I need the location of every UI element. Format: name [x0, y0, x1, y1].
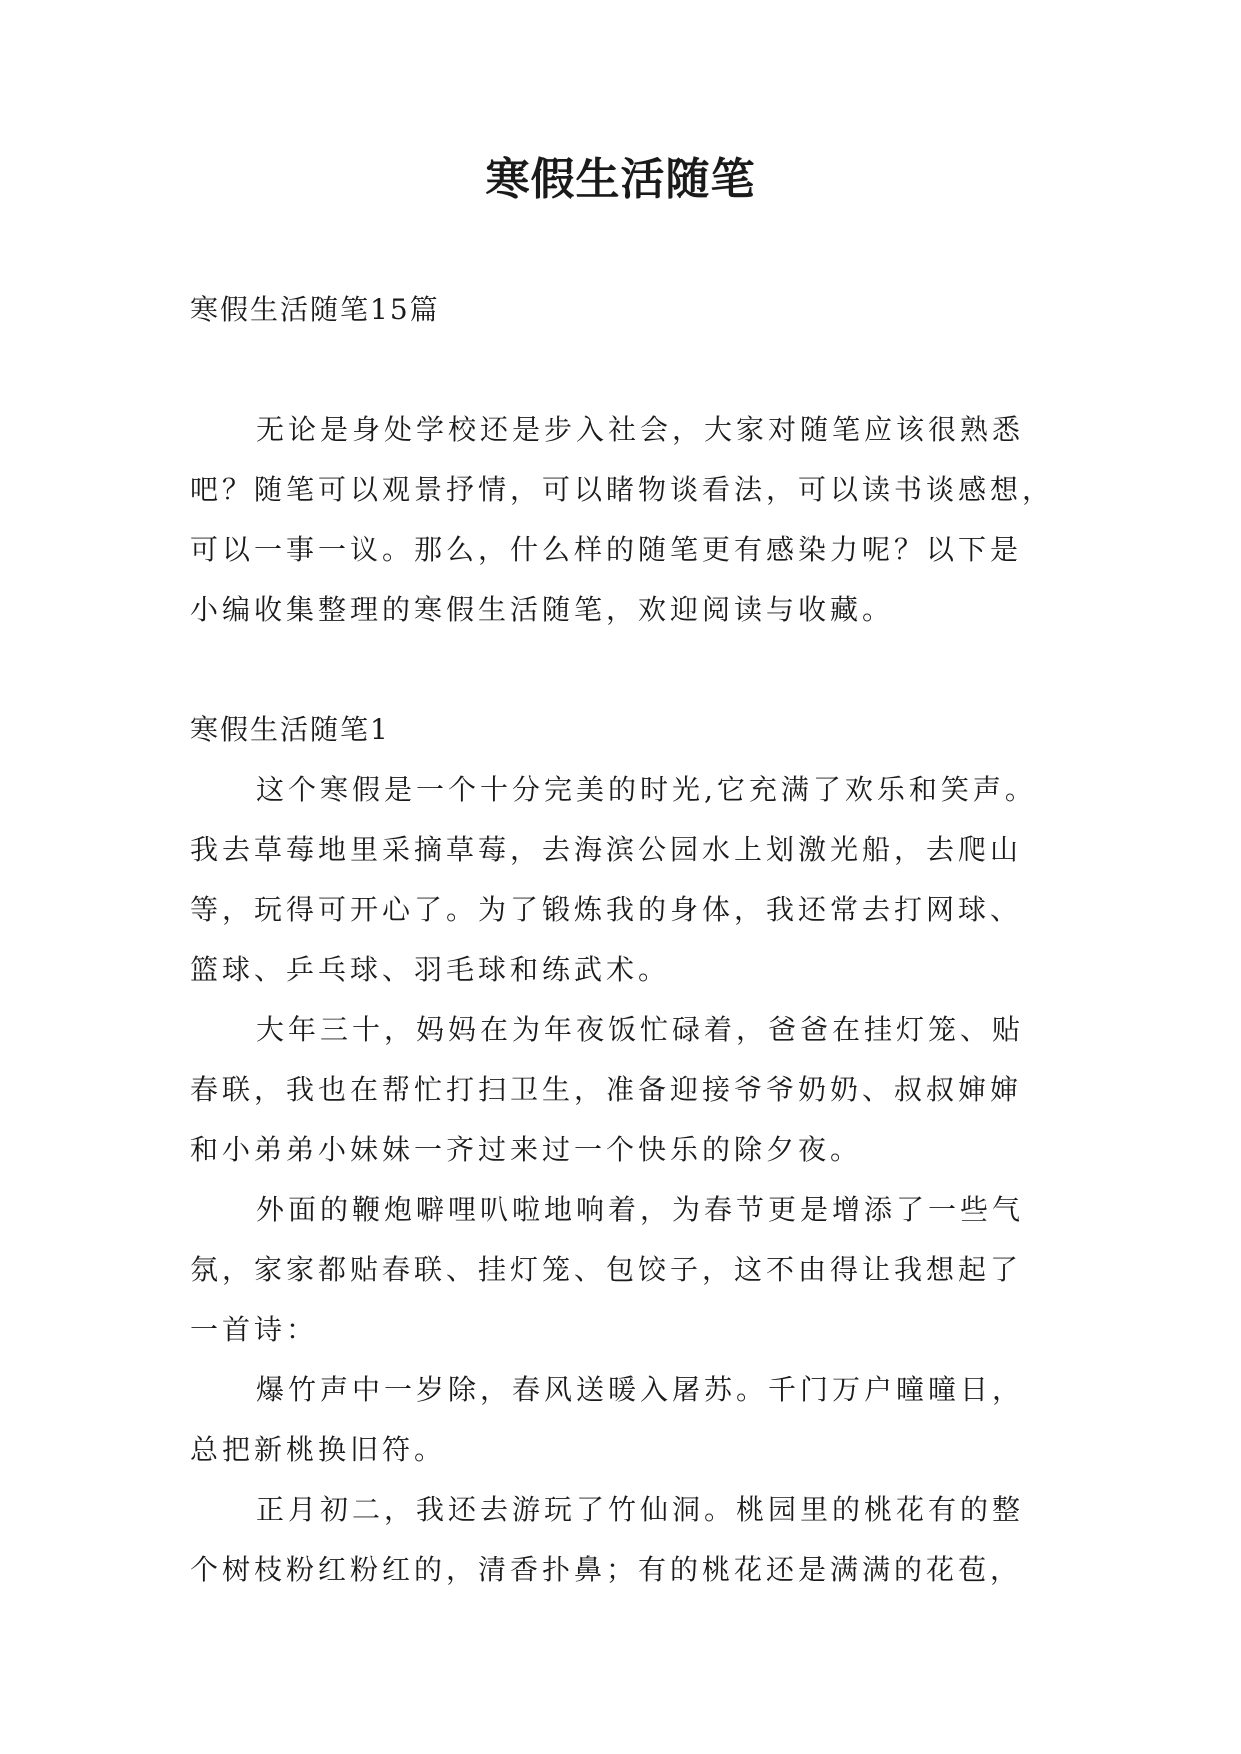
- section-1: [190, 700, 1070, 1600]
- paragraph-line: 这个寒假是一个十分完美的时光,它充满了欢乐和笑声。: [256, 773, 1037, 806]
- paragraph-line: 大年三十，妈妈在为年夜饭忙碌着，爸爸在挂灯笼、贴: [256, 1013, 1025, 1046]
- paragraph-line: 氛，家家都贴春联、挂灯笼、包饺子，这不由得让我想起了: [190, 1253, 1023, 1286]
- paragraph-line: 正月初二，我还去游玩了竹仙洞。桃园里的桃花有的整: [256, 1493, 1025, 1526]
- document-title: 寒假生活随笔: [485, 154, 756, 205]
- paragraph-line: 个树枝粉红粉红的，清香扑鼻；有的桃花还是满满的花苞，: [190, 1553, 1023, 1586]
- paragraph-line: 外面的鞭炮噼哩叭啦地响着，为春节更是增添了一些气: [256, 1193, 1025, 1226]
- paragraph-line: 我去草莓地里采摘草莓，去海滨公园水上划激光船，去爬山: [190, 833, 1023, 866]
- section-heading: 寒假生活随笔1: [190, 713, 390, 746]
- paragraph-line: 无论是身处学校还是步入社会，大家对随笔应该很熟悉: [256, 413, 1025, 446]
- intro-paragraph: [190, 400, 1070, 640]
- paragraph-line: 等，玩得可开心了。为了锻炼我的身体，我还常去打网球、: [190, 893, 1023, 926]
- paragraph-line: 可以一事一议。那么，什么样的随笔更有感染力呢？以下是: [190, 533, 1023, 566]
- paragraph-line: 小编收集整理的寒假生活随笔，欢迎阅读与收藏。: [190, 593, 895, 626]
- paragraph-line: 总把新桃换旧符。: [190, 1433, 447, 1466]
- paragraph-line: 篮球、乒乓球、羽毛球和练武术。: [190, 953, 671, 986]
- paragraph-line: 和小弟弟小妹妹一齐过来过一个快乐的除夕夜。: [190, 1133, 863, 1166]
- paragraph-line: 爆竹声中一岁除，春风送暖入屠苏。千门万户曈曈日，: [256, 1373, 1025, 1406]
- paragraph-line: 吧？随笔可以观景抒情，可以睹物谈看法，可以读书谈感想，: [190, 473, 1055, 506]
- document-subtitle: 寒假生活随笔15篇: [190, 293, 440, 326]
- paragraph-line: 春联，我也在帮忙打扫卫生，准备迎接爷爷奶奶、叔叔婶婶: [190, 1073, 1023, 1106]
- paragraph-line: 一首诗：: [190, 1313, 319, 1346]
